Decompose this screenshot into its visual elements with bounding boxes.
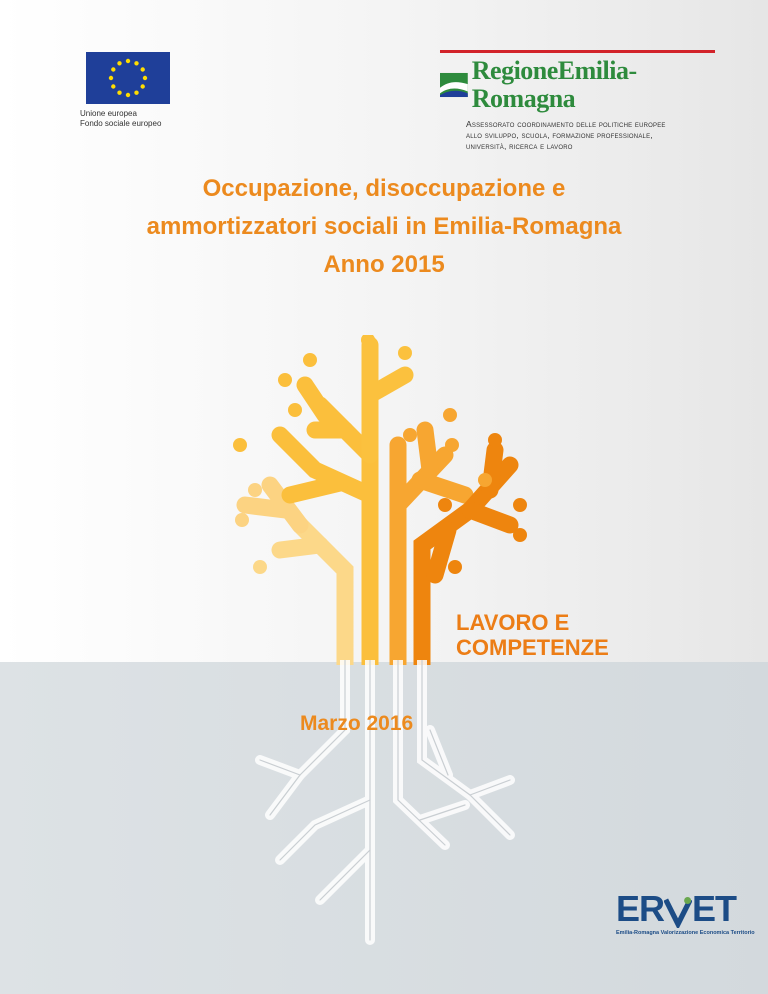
eu-caption-line2: Fondo sociale europeo: [80, 119, 162, 128]
region-desc-line2: allo sviluppo, scuola, formazione professionale,: [466, 130, 653, 140]
ervet-logo: [616, 888, 755, 936]
region-red-line: [440, 50, 715, 53]
eu-flag-icon: [86, 52, 170, 104]
title-line3: Anno 2015: [323, 251, 445, 278]
theme-line1: LAVORO E: [456, 610, 570, 635]
title-line1: Occupazione, disoccupazione e: [202, 175, 566, 202]
region-desc-line3: università, ricerca e lavoro: [466, 141, 573, 151]
eu-caption-line1: Unione europea: [80, 109, 137, 118]
document-title: [0, 170, 768, 284]
title-line2: ammortizzatori sociali in Emilia-Romagna: [146, 213, 622, 240]
emilia-romagna-mark-icon: [440, 72, 468, 98]
tree-roots-icon: [220, 660, 550, 960]
eu-logo: [80, 52, 176, 129]
publication-date: Marzo 2016: [300, 712, 414, 735]
region-logo: [440, 50, 720, 152]
ervet-subtitle: Emilia-Romagna Valorizzazione Economica Territorio: [616, 930, 755, 936]
ervet-letters-left: ER: [616, 888, 665, 929]
ervet-v-icon: [664, 894, 692, 928]
region-desc-line1: Assessorato coordinamento delle politiche europee: [466, 119, 666, 129]
theme-line2: COMPETENZE: [456, 635, 609, 660]
ervet-letters-right: ET: [691, 888, 736, 929]
region-name: RegioneEmilia-Romagna: [471, 56, 637, 113]
theme-label: [456, 610, 609, 660]
